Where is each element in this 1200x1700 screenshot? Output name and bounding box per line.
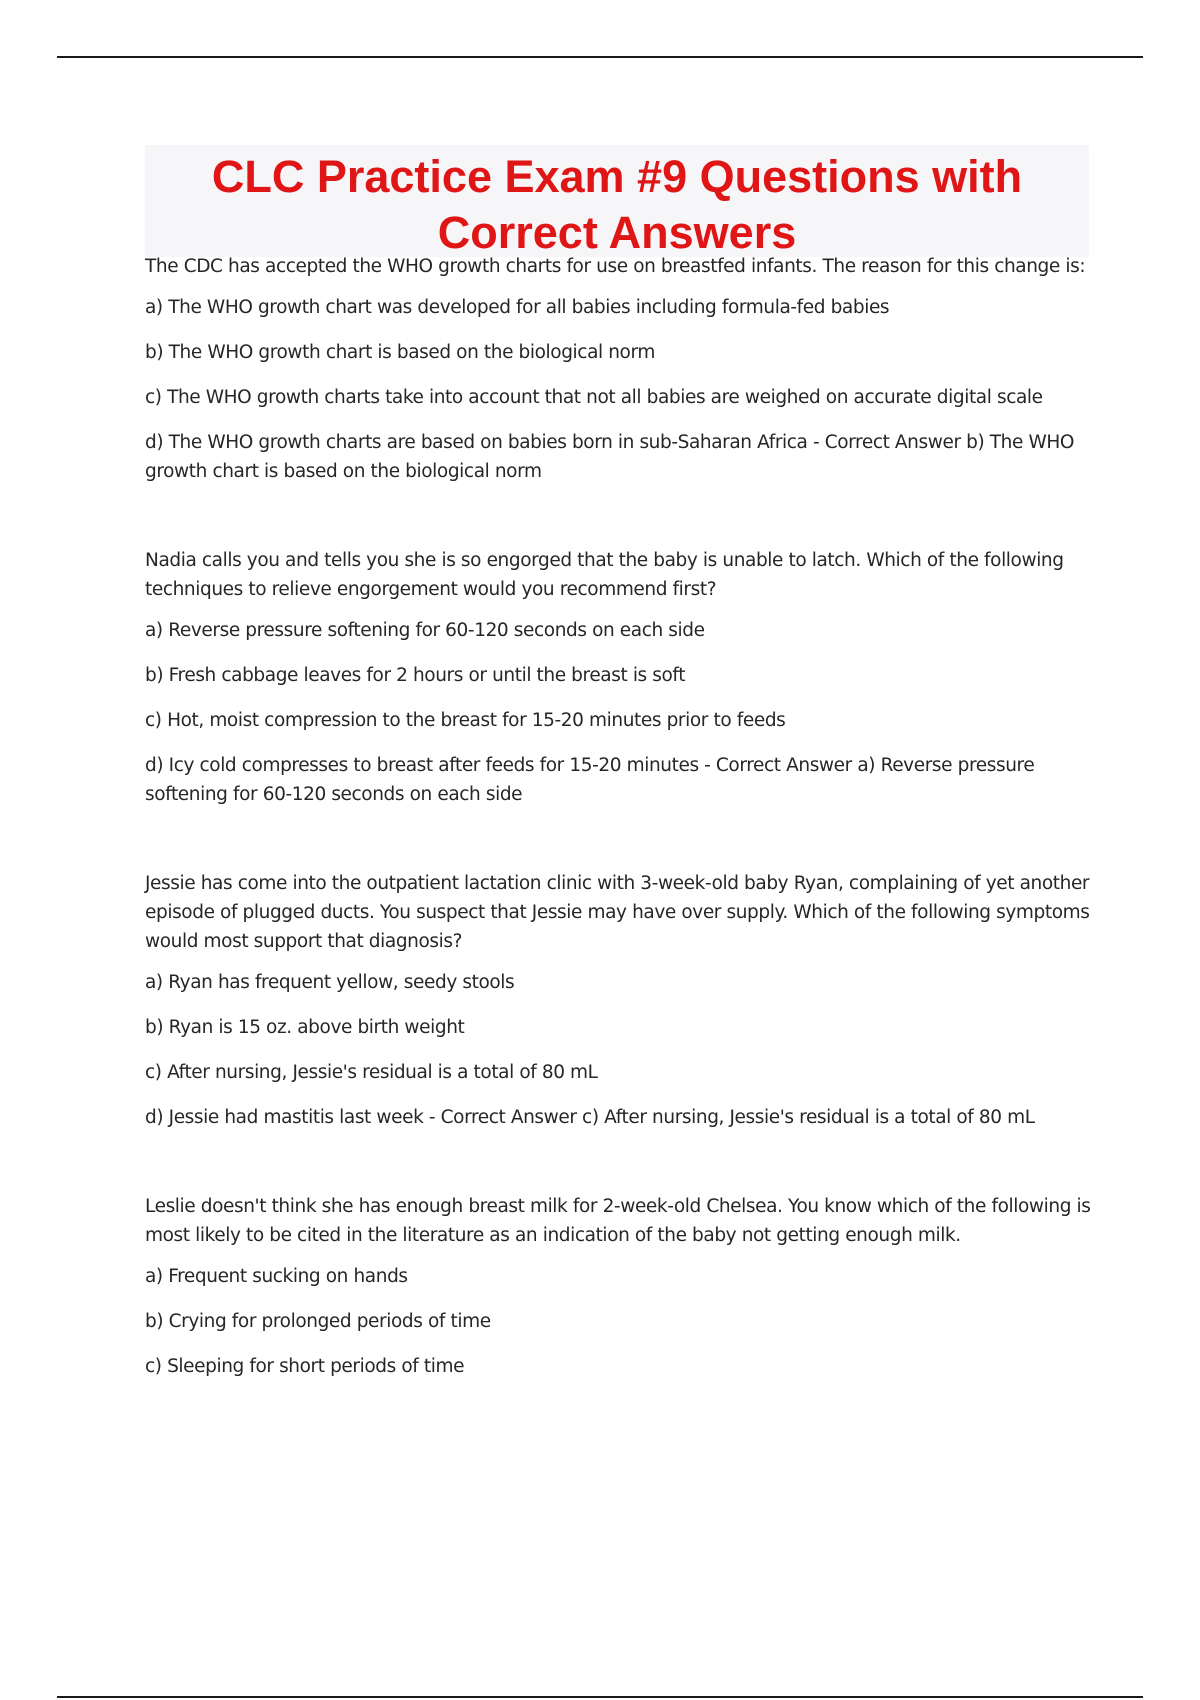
answer-option-with-correct-answer: d) Icy cold compresses to breast after feeds for 15-20 minutes - Correct Answer a) Reverse pressure softening for 60-120 seconds on each side bbox=[145, 755, 1035, 805]
answer-option: a) Ryan has frequent yellow, seedy stools bbox=[145, 972, 515, 993]
question-stem: Leslie doesn't think she has enough breast milk for 2-week-old Chelsea. You know which of the following is most likely to be cited in the literature as an indication of the baby not getting enough milk. bbox=[145, 1196, 1091, 1246]
answer-option: c) After nursing, Jessie's residual is a total of 80 mL bbox=[145, 1062, 598, 1083]
question-stem: Jessie has come into the outpatient lactation clinic with 3-week-old baby Ryan, complaining of yet another episode of plugged ducts. You suspect that Jessie may have over supply. Which of the following symptoms would most support that diagnosis? bbox=[145, 873, 1090, 952]
answer-option-with-correct-answer: d) Jessie had mastitis last week - Correct Answer c) After nursing, Jessie's residual is a total of 80 mL bbox=[145, 1107, 1035, 1128]
answer-option: a) Reverse pressure softening for 60-120 seconds on each side bbox=[145, 620, 705, 641]
document-title: CLC Practice Exam #9 Questions with Correct Answers bbox=[211, 151, 1023, 258]
answer-option: c) Sleeping for short periods of time bbox=[145, 1356, 465, 1377]
answer-option: c) The WHO growth charts take into account that not all babies are weighed on accurate digital scale bbox=[145, 387, 1043, 408]
answer-option: b) Crying for prolonged periods of time bbox=[145, 1311, 491, 1332]
answer-option: a) Frequent sucking on hands bbox=[145, 1266, 408, 1287]
answer-option: b) Fresh cabbage leaves for 2 hours or until the breast is soft bbox=[145, 665, 686, 686]
top-rule bbox=[57, 56, 1143, 58]
question-stem: The CDC has accepted the WHO growth charts for use on breastfed infants. The reason for this change is: bbox=[145, 256, 1086, 277]
document-body bbox=[145, 252, 1091, 1381]
question-block bbox=[145, 869, 1091, 1132]
answer-option: b) Ryan is 15 oz. above birth weight bbox=[145, 1017, 465, 1038]
question-stem: Nadia calls you and tells you she is so engorged that the baby is unable to latch. Which of the following techniques to relieve engorgement would you recommend first? bbox=[145, 550, 1064, 600]
answer-option: a) The WHO growth chart was developed for all babies including formula-fed babies bbox=[145, 297, 890, 318]
question-block bbox=[145, 252, 1091, 486]
title-banner bbox=[145, 145, 1089, 257]
answer-option: c) Hot, moist compression to the breast for 15-20 minutes prior to feeds bbox=[145, 710, 786, 731]
bottom-rule bbox=[57, 1696, 1143, 1698]
answer-option-with-correct-answer: d) The WHO growth charts are based on babies born in sub-Saharan Africa - Correct Answer b) The WHO growth chart is based on the biological norm bbox=[145, 432, 1075, 482]
question-block bbox=[145, 546, 1091, 809]
question-block bbox=[145, 1192, 1091, 1381]
answer-option: b) The WHO growth chart is based on the biological norm bbox=[145, 342, 655, 363]
